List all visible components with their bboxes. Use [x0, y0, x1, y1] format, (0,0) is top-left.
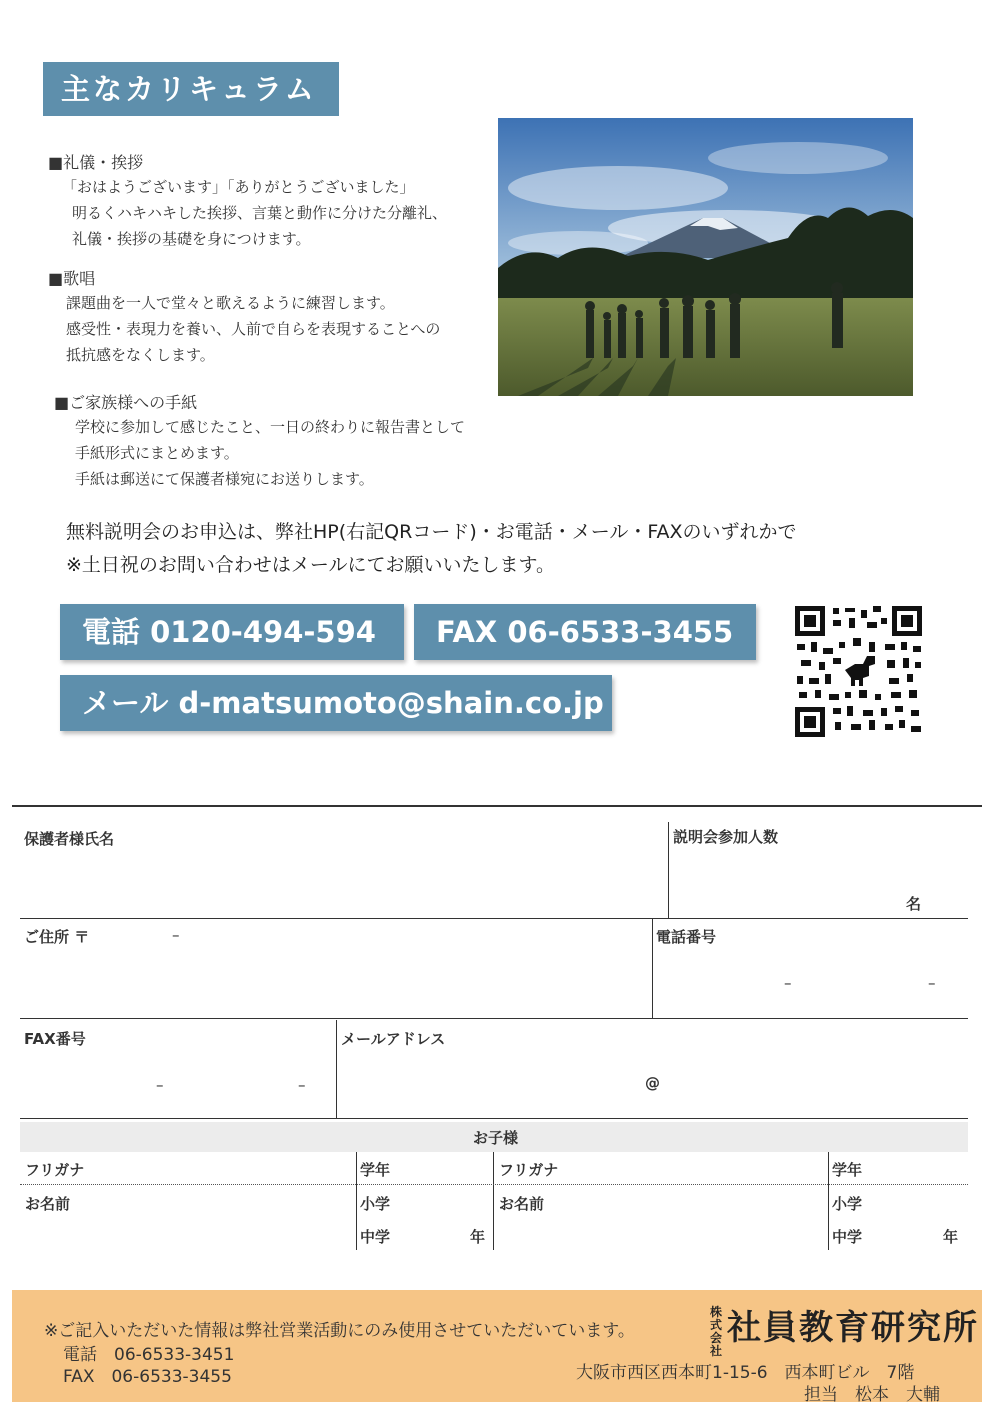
footer-phone: 電話 06-6533-3451	[63, 1345, 235, 1365]
junior-high-label: 中学	[832, 1228, 863, 1246]
fax-field[interactable]	[24, 1050, 330, 1110]
fax-label: FAX番号	[24, 1030, 86, 1048]
qr-code[interactable]	[793, 604, 924, 739]
section-title-letter: ■ご家族様への手紙	[54, 393, 198, 412]
divider	[668, 822, 669, 918]
email-field[interactable]	[341, 1050, 961, 1110]
curriculum-heading: 主なカリキュラム	[43, 62, 339, 116]
address-field[interactable]	[24, 950, 644, 1010]
grade-label: 学年	[832, 1161, 863, 1179]
section-title-etiquette: ■礼儀・挨拶	[48, 153, 144, 172]
section-line: 明るくハキハキした挨拶、言葉と動作に分けた分離礼、	[72, 204, 448, 222]
intro-note: ※土日祝のお問い合わせはメールにてお願いいたします。	[66, 554, 556, 576]
phone-field[interactable]	[656, 950, 962, 1010]
contact-person: 担当 松本 大輔	[804, 1385, 940, 1405]
section-line: 手紙は郵送にて保護者様宛にお送りします。	[75, 470, 374, 488]
divider	[828, 1152, 829, 1250]
section-line: 感受性・表現力を養い、人前で自らを表現することへの	[66, 320, 441, 338]
footer-fax: FAX 06-6533-3455	[63, 1367, 232, 1387]
section-line: 学校に参加して感じたこと、一日の終わりに報告書として	[75, 418, 466, 436]
section-line: 課題曲を一人で堂々と歌えるように練習します。	[66, 294, 395, 312]
junior-high-label: 中学	[360, 1228, 391, 1246]
furigana-label: フリガナ	[499, 1161, 559, 1179]
fax-dash: –	[298, 1076, 306, 1094]
attendees-field[interactable]	[673, 850, 903, 910]
address-label: ご住所 〒	[24, 928, 90, 946]
divider	[20, 918, 968, 919]
mount-fuji-group-photo	[498, 118, 913, 396]
attendees-label: 説明会参加人数	[673, 828, 779, 846]
form-top-border	[12, 805, 982, 807]
section-line: 礼儀・挨拶の基礎を身につけます。	[72, 230, 311, 248]
phone-dash: –	[928, 974, 936, 992]
section-line: 抵抗感をなくします。	[66, 346, 215, 364]
phone-label: 電話番号	[656, 928, 717, 946]
elementary-label: 小学	[360, 1195, 391, 1213]
divider	[493, 1152, 494, 1250]
divider	[20, 1018, 968, 1019]
divider	[336, 1020, 337, 1118]
guardian-name-field[interactable]	[24, 850, 664, 910]
company-name: 社員教育研究所	[727, 1308, 979, 1348]
at-sign: @	[645, 1074, 660, 1092]
privacy-notice: ※ご記入いただいた情報は弊社営業活動にのみ使用させていただいています。	[44, 1321, 635, 1341]
phone-button[interactable]: 電話 0120-494-594	[60, 604, 404, 660]
postal-dash: –	[172, 926, 180, 944]
fax-button[interactable]: FAX 06-6533-3455	[414, 604, 756, 660]
email-label: メールアドレス	[341, 1030, 446, 1048]
email-button[interactable]: メール d-matsumoto@shain.co.jp	[60, 675, 612, 731]
section-line: 「おはようございます」「ありがとうございました」	[62, 178, 415, 196]
fax-dash: –	[156, 1076, 164, 1094]
section-title-singing: ■歌唱	[48, 269, 96, 288]
dotted-divider	[20, 1184, 968, 1185]
divider	[356, 1152, 357, 1250]
section-line: 手紙形式にまとめます。	[75, 444, 239, 462]
year-unit: 年	[943, 1228, 959, 1246]
phone-dash: –	[784, 974, 792, 992]
year-unit: 年	[470, 1228, 486, 1246]
child-name-label: お名前	[499, 1195, 545, 1213]
child-header: お子様	[473, 1129, 519, 1147]
elementary-label: 小学	[832, 1195, 863, 1213]
company-address: 大阪市西区西本町1-15-6 西本町ビル 7階	[576, 1363, 915, 1383]
kabushiki-text: 株式	[709, 1305, 722, 1332]
furigana-label: フリガナ	[25, 1161, 85, 1179]
kabushiki-kaisha-mark	[705, 1306, 727, 1358]
divider	[652, 918, 653, 1018]
child-name-label: お名前	[25, 1195, 71, 1213]
attendees-unit: 名	[906, 895, 922, 913]
divider	[20, 1118, 968, 1119]
kaisha-text: 会社	[709, 1331, 722, 1358]
intro-text: 無料説明会のお申込は、弊社HP(右記QRコード)・お電話・メール・FAXのいずれかで	[66, 521, 797, 543]
guardian-name-label: 保護者様氏名	[24, 830, 115, 848]
grade-label: 学年	[360, 1161, 391, 1179]
